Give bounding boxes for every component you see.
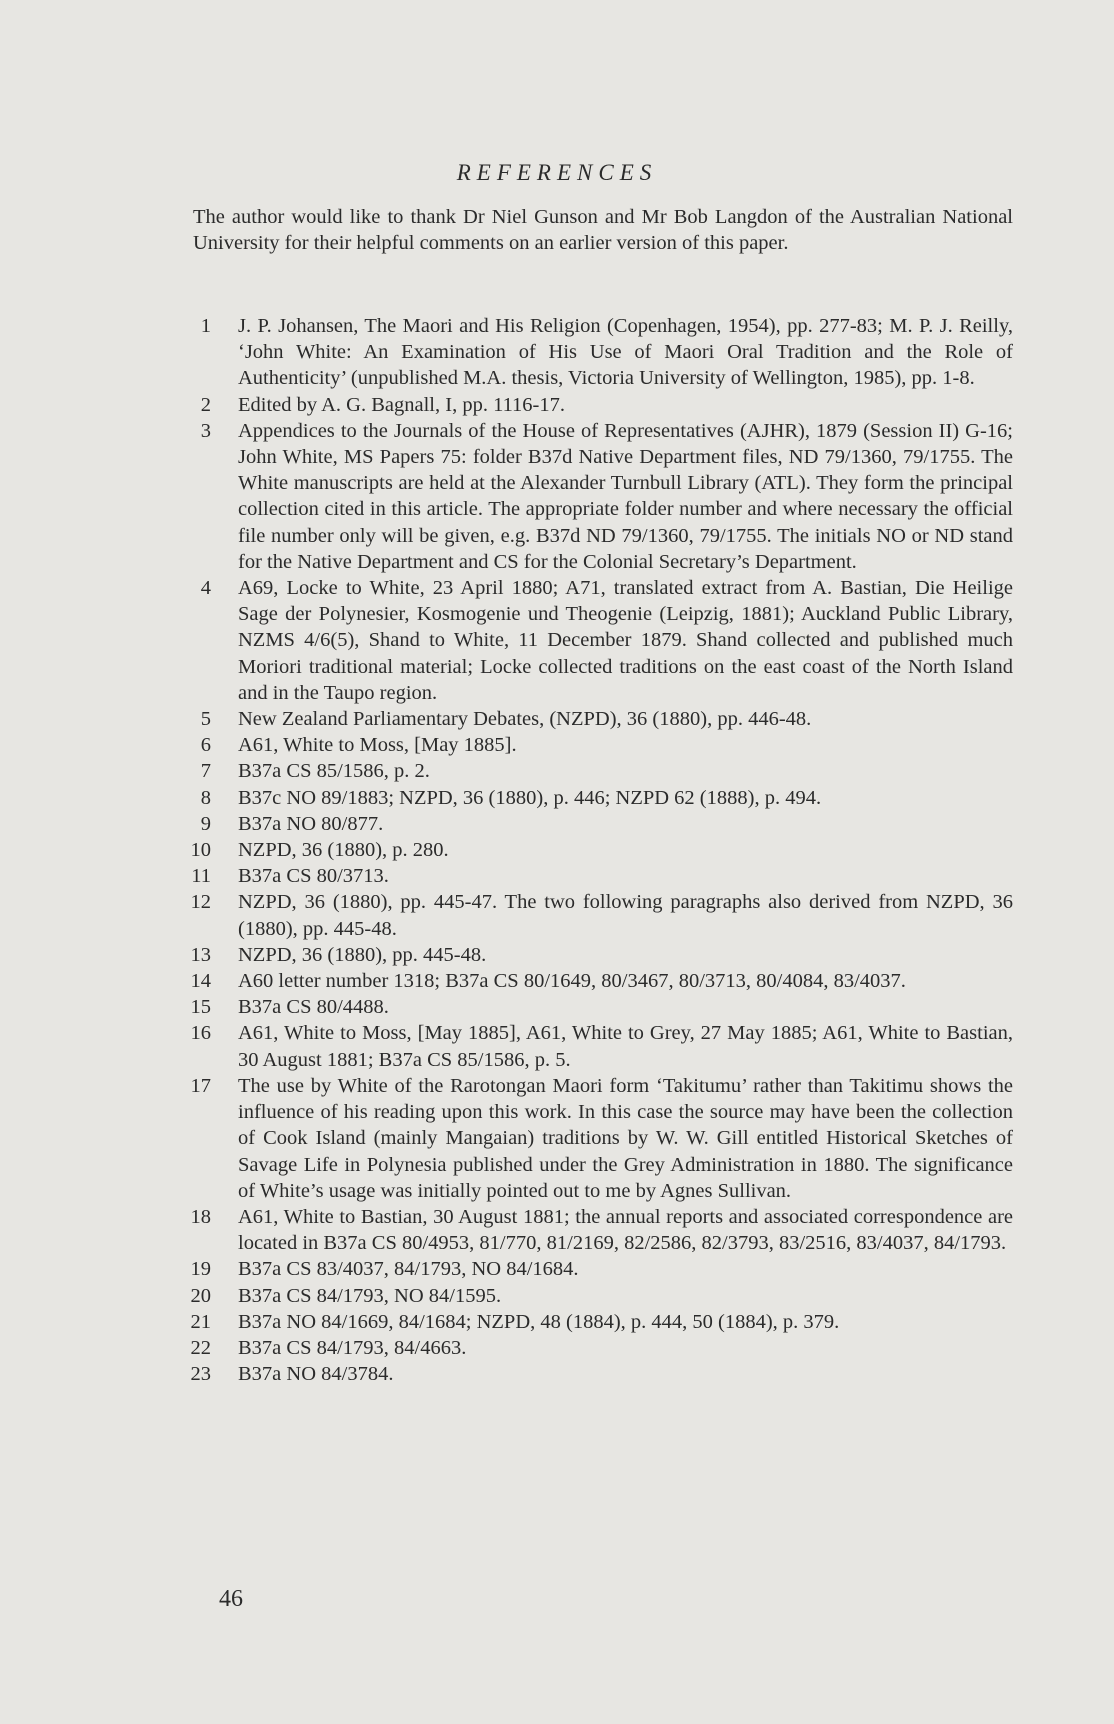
endnote-number: 3 <box>200 419 211 442</box>
endnote <box>190 1335 1013 1361</box>
endnote-text: B37a CS 80/4488. <box>238 996 389 1019</box>
endnote-text: Edited by A. G. Bagnall, I, pp. 1116-17. <box>238 393 566 416</box>
endnote <box>190 1283 1013 1309</box>
endnote-number: 18 <box>190 1205 211 1228</box>
endnote-text: B37a NO 84/3784. <box>238 1363 394 1386</box>
endnote-number: 1 <box>200 315 211 337</box>
endnote-text: A60 letter number 1318; B37a CS 80/1649, 80/3467, 80/3713, 80/4084, 83/4037. <box>238 970 906 993</box>
endnote-number: 7 <box>200 760 211 783</box>
endnote-number: 23 <box>190 1363 211 1386</box>
endnote-text: NZPD, 36 (1880), pp. 445-48. <box>238 943 487 966</box>
endnote <box>190 889 1013 941</box>
endnote-text: B37a CS 85/1586, p. 2. <box>238 760 430 783</box>
endnote-text: B37a NO 80/877. <box>238 812 384 835</box>
endnote-number: 2 <box>200 393 211 416</box>
endnote <box>193 732 1013 758</box>
endnote-number: 19 <box>190 1258 211 1281</box>
endnote <box>190 1309 1013 1335</box>
endnote <box>193 706 1013 732</box>
endnote <box>190 942 1013 968</box>
endnote-text: A61, White to Bastian, 30 August 1881; the annual reports and associated correspondence are located in B37a CS 80/4953, 81/770, 81/2169, 82/2586, 82/3793, 83/2516, 83/4037, 84/1793. <box>238 1205 1013 1255</box>
endnote-text: Appendices to the Journals of the House of Representatives (AJHR), 1879 (Session II) G-16; John White, MS Papers 75: folder B37d Native Department files, ND 79/1360, 79/1755. The White manuscripts are held at the Alexander Turnbull Library (ATL). They form the principal collection cited in this article. The appropriate folder number and where necessary the official file number only will be given, e.g. B37d ND 79/1360, 79/1755. The initials NO or ND stand for the Native Department and CS for the Colonial Secretary’s Department. <box>238 419 1013 573</box>
endnote-text: B37a NO 84/1669, 84/1684; NZPD, 48 (1884), p. 444, 50 (1884), p. 379. <box>238 1310 840 1333</box>
endnote <box>193 811 1013 837</box>
endnote <box>190 1020 1013 1072</box>
endnote-text: A69, Locke to White, 23 April 1880; A71, translated extract from A. Bastian, Die Heilige Sage der Polynesier, Kosmogenie und Theogenie (Leipzig, 1881); Auckland Public Library, NZMS 4/6(5), Shand to White, 11 December 1879. Shand collected and published much Moriori traditional material; Locke collected traditions on the east coast of the North Island and in the Taupo region. <box>238 577 1013 704</box>
endnote-text: The use by White of the Rarotongan Maori form ‘Takitumu’ rather than Takitimu shows the influence of his reading upon this work. In this case the source may have been the collection of Cook Island (mainly Mangaian) traditions by W. W. Gill entitled Historical Sketches of Savage Life in Polynesia published under the Grey Administration in 1880. The significance of White’s usage was initially pointed out to me by Agnes Sullivan. <box>238 1074 1013 1202</box>
endnote-number: 5 <box>200 708 211 731</box>
endnote <box>190 1073 1013 1204</box>
references-heading: REFERENCES <box>456 160 658 185</box>
endnote <box>193 313 1013 392</box>
endnote-number: 8 <box>200 786 211 809</box>
endnote-text: A61, White to Moss, [May 1885], A61, White to Grey, 27 May 1885; A61, White to Bastian, 30 August 1881; B37a CS 85/1586, p. 5. <box>238 1022 1013 1071</box>
endnote-text: A61, White to Moss, [May 1885]. <box>238 734 517 757</box>
endnote <box>190 1361 1013 1387</box>
endnote-number: 10 <box>190 839 211 862</box>
endnote <box>193 418 1013 575</box>
page-number: 46 <box>219 1586 243 1612</box>
endnote <box>190 1256 1013 1282</box>
endnote <box>193 575 1013 706</box>
endnote-number: 20 <box>190 1284 211 1307</box>
endnote-text: B37a CS 83/4037, 84/1793, NO 84/1684. <box>238 1258 579 1281</box>
endnote-number: 12 <box>190 891 211 914</box>
endnote-text: J. P. Johansen, The Maori and His Religion (Copenhagen, 1954), pp. 277-83; M. P. J. Reilly, ‘John White: An Examination of His Use of Maori Oral Tradition and the Role of Authenticity’ (unpublished M.A. thesis, Victoria University of Wellington, 1985), pp. 1-8. <box>238 315 1013 390</box>
endnote-number: 21 <box>190 1310 211 1333</box>
endnote-number: 9 <box>200 812 211 835</box>
endnote-number: 15 <box>190 996 211 1019</box>
endnote <box>193 392 1013 418</box>
endnote <box>190 837 1013 863</box>
endnote-text: New Zealand Parliamentary Debates, (NZPD), 36 (1880), pp. 446-48. <box>238 708 812 731</box>
endnote <box>190 968 1013 994</box>
endnote <box>193 758 1013 784</box>
endnote-text: B37a CS 84/1793, 84/4663. <box>238 1336 467 1359</box>
endnote-text: B37a CS 80/3713. <box>238 865 389 888</box>
endnotes-list <box>190 313 1013 1387</box>
endnote-number: 11 <box>191 865 211 888</box>
acknowledgement-paragraph: The author would like to thank Dr Niel Gunson and Mr Bob Langdon of the Australian National University for their helpful comments on an earlier version of this paper. <box>193 206 1013 255</box>
endnote-number: 4 <box>200 577 211 600</box>
endnote-text: B37c NO 89/1883; NZPD, 36 (1880), p. 446; NZPD 62 (1888), p. 494. <box>238 786 822 809</box>
endnote-text: NZPD, 36 (1880), pp. 445-47. The two following paragraphs also derived from NZPD, 36 (1880), pp. 445-48. <box>238 891 1013 940</box>
endnote-number: 17 <box>190 1074 211 1097</box>
endnote-number: 6 <box>200 734 211 757</box>
endnote <box>193 785 1013 811</box>
endnote-number: 13 <box>190 943 211 966</box>
endnote-number: 22 <box>190 1336 211 1359</box>
endnote-text: NZPD, 36 (1880), p. 280. <box>238 839 449 862</box>
endnote <box>190 994 1013 1020</box>
endnote-text: B37a CS 84/1793, NO 84/1595. <box>238 1284 502 1307</box>
endnote-number: 16 <box>190 1022 211 1045</box>
endnote-number: 14 <box>190 970 211 993</box>
endnote <box>190 1204 1013 1256</box>
endnote <box>193 863 1013 889</box>
